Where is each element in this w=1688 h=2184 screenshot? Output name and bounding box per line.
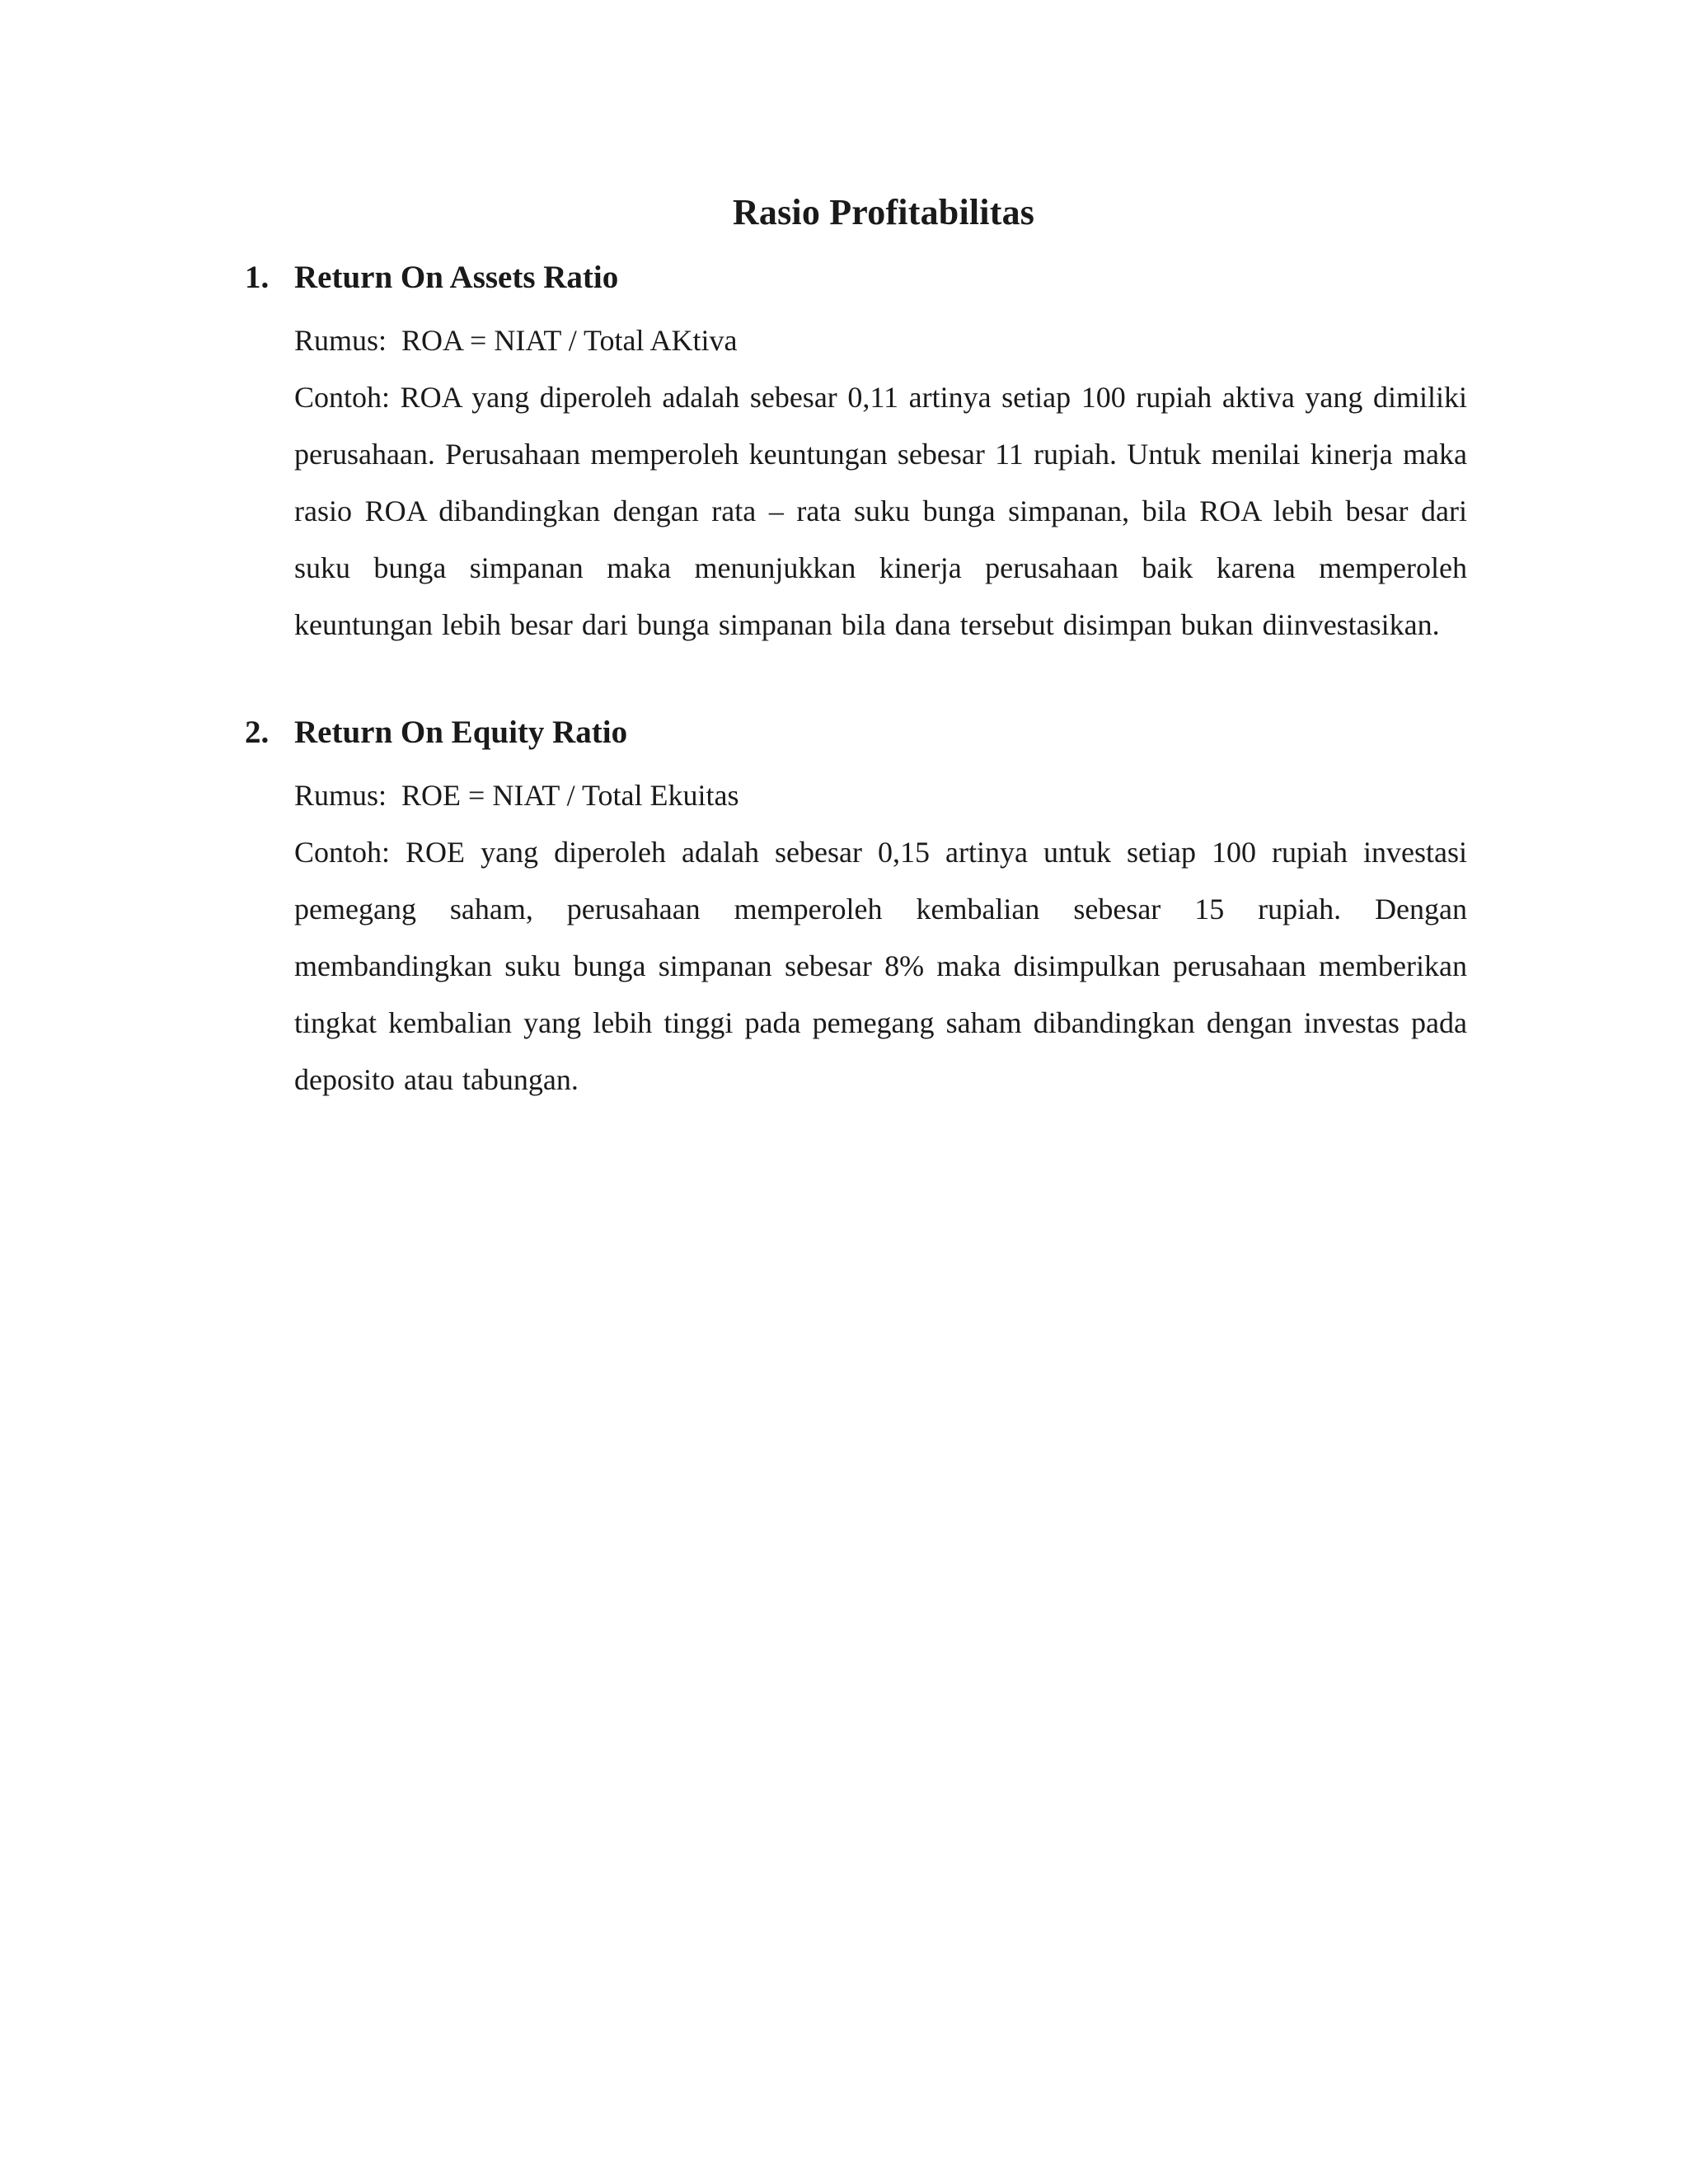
- section-heading-roe: [245, 714, 627, 751]
- example-paragraph-roa: Contoh: ROA yang diperoleh adalah sebesar 0,11 artinya setiap 100 rupiah aktiva yang dimiliki perusahaan. Perusahaan memperoleh keuntungan sebesar 11 rupiah. Untuk menilai kinerja maka rasio ROA dibandingkan dengan rata – rata suku bunga simpanan, bila ROA lebih besar dari suku bunga simpanan maka menunjukkan kinerja perusahaan baik karena memperoleh keuntungan lebih besar dari bunga simpanan bila dana tersebut disimpan bukan diinvestasikan.: [294, 381, 1467, 641]
- formula-label: Rumus:: [294, 324, 387, 357]
- example-paragraph-roe: Contoh: ROE yang diperoleh adalah sebesar 0,15 artinya untuk setiap 100 rupiah investasi pemegang saham, perusahaan memperoleh kembalian sebesar 15 rupiah. Dengan membandingkan suku bunga simpanan sebesar 8% maka disimpulkan perusahaan memberikan tingkat kembalian yang lebih tinggi pada pemegang saham dibandingkan dengan investas pada deposito atau tabungan.: [294, 836, 1467, 1096]
- section-title: Return On Assets Ratio: [294, 260, 619, 295]
- formula-text: ROE = NIAT / Total Ekuitas: [401, 779, 739, 812]
- formula-roe: [294, 778, 738, 813]
- formula-label: Rumus:: [294, 779, 387, 812]
- section-number: 1.: [245, 260, 270, 295]
- section-title: Return On Equity Ratio: [294, 715, 628, 750]
- formula-roa: [294, 323, 738, 358]
- section-number: 2.: [245, 715, 270, 750]
- page-title: Rasio Profitabilitas: [732, 192, 1035, 232]
- formula-text: ROA = NIAT / Total AKtiva: [401, 324, 738, 357]
- section-heading-roa: [245, 259, 618, 296]
